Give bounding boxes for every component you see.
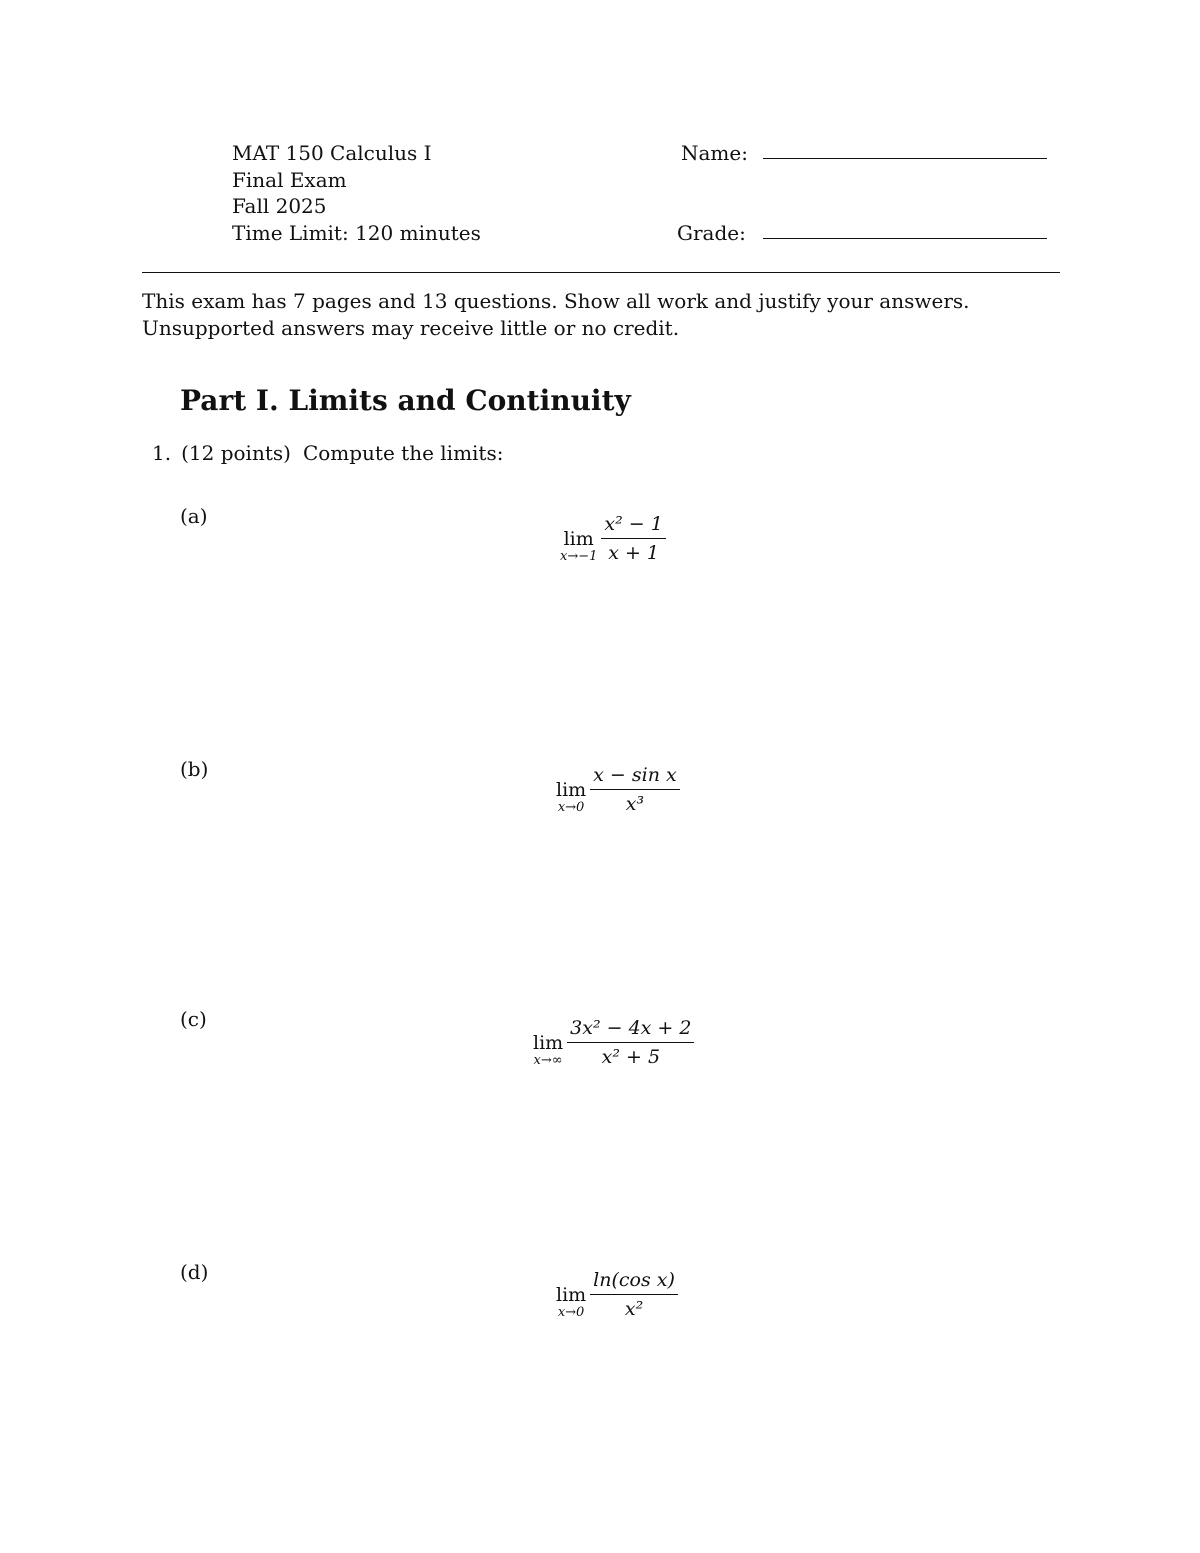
limit-operator [560, 528, 597, 564]
limit-subscript: x→0 [557, 800, 585, 815]
numerator: x² − 1 [601, 513, 665, 539]
name-blank-line[interactable] [763, 158, 1047, 159]
denominator: x² + 5 [601, 1045, 661, 1068]
part-c-label: (c) [180, 1007, 207, 1031]
numerator: 3x² − 4x + 2 [567, 1017, 694, 1043]
section-title: Part I. Limits and Continuity [180, 384, 631, 417]
part-b-label: (b) [180, 757, 209, 781]
exam-term: Fall 2025 [232, 194, 327, 218]
question-number: 1. [152, 441, 172, 465]
lim-word: lim [556, 1284, 587, 1306]
header-divider [142, 272, 1060, 273]
grade-label: Grade: [677, 221, 746, 245]
denominator: x³ [625, 792, 645, 815]
exam-title: Final Exam [232, 168, 347, 192]
limit-operator [556, 779, 586, 815]
denominator: x² [624, 1297, 644, 1320]
question-1 [152, 441, 503, 465]
limit-subscript: x→0 [557, 1305, 585, 1320]
fraction [567, 1017, 694, 1068]
part-a-expression [560, 512, 666, 564]
course-title: MAT 150 Calculus I [232, 141, 432, 165]
lim-word: lim [533, 1032, 564, 1054]
part-b-expression [556, 763, 680, 815]
limit-subscript: x→−1 [560, 549, 598, 564]
denominator: x + 1 [608, 541, 659, 564]
numerator: x − sin x [590, 764, 680, 790]
lim-word: lim [556, 779, 587, 801]
question-points: (12 points) [181, 441, 291, 465]
name-label: Name: [681, 141, 748, 165]
part-a-label: (a) [180, 504, 208, 528]
exam-instructions: This exam has 7 pages and 13 questions. Show all work and justify your answers. Unsupported answers may receive little or no credit. [142, 289, 970, 340]
fraction [590, 764, 680, 815]
part-d-expression [556, 1268, 678, 1320]
question-text: Compute the limits: [302, 441, 504, 465]
limit-operator [556, 1284, 586, 1320]
time-limit: Time Limit: 120 minutes [232, 221, 481, 245]
fraction [601, 513, 665, 564]
numerator: ln(cos x) [590, 1269, 678, 1295]
grade-blank-line [763, 238, 1047, 239]
fraction [590, 1269, 678, 1320]
part-c-expression [533, 1016, 694, 1068]
limit-operator [533, 1032, 563, 1068]
limit-subscript: x→∞ [533, 1053, 563, 1068]
lim-word: lim [563, 528, 594, 550]
part-d-label: (d) [180, 1260, 209, 1284]
